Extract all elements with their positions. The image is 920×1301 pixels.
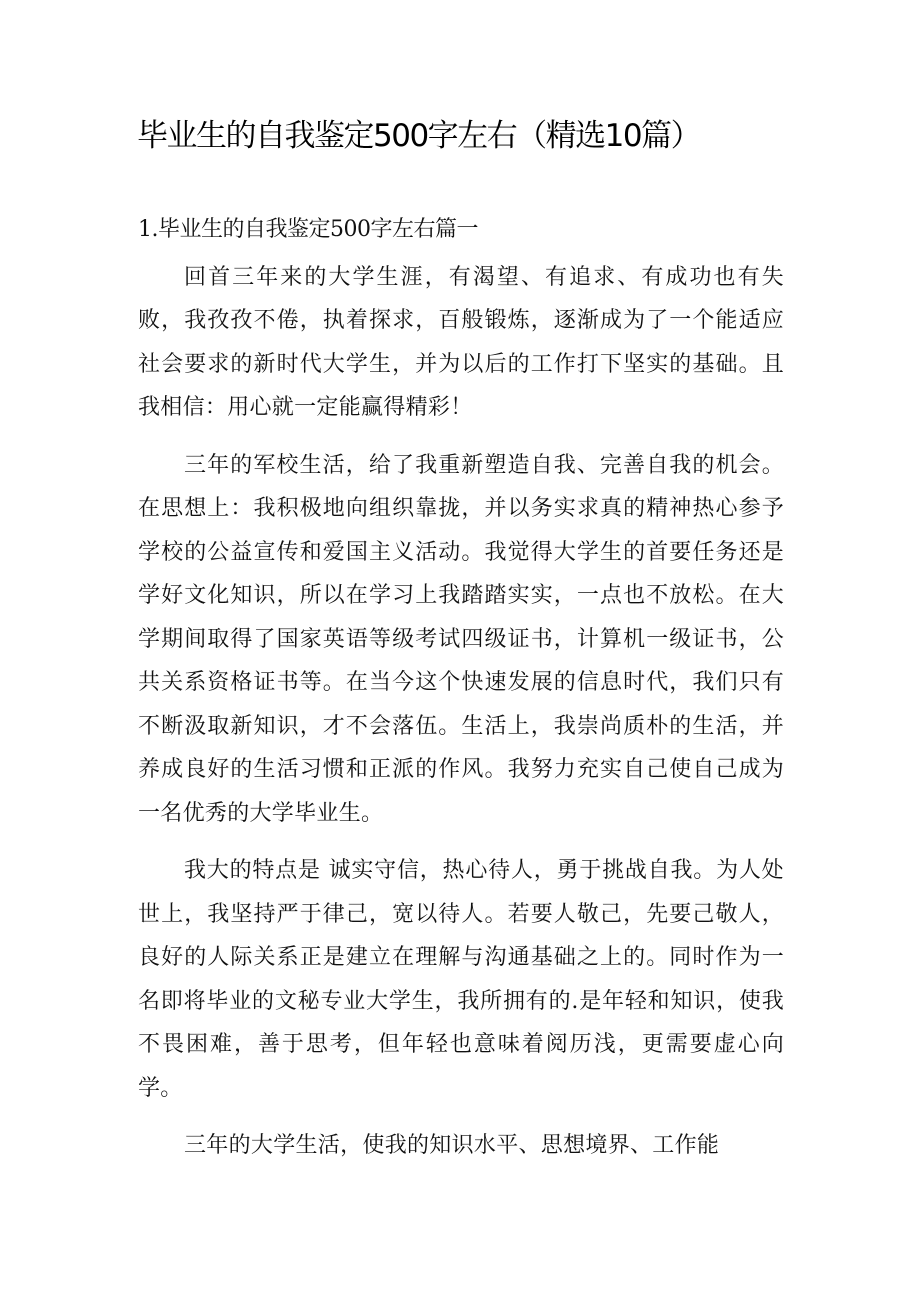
section-heading: 1.毕业生的自我鉴定500字左右篇一: [138, 217, 478, 242]
paragraph-2: 三年的军校生活，给了我重新塑造自我、完善自我的机会。在思想上：我积极地向组织靠拢，并以务实求真的精神热心参予学校的公益宣传和爱国主义活动。我觉得大学生的首要任务还是学好文化知识，所以在学习上我踏踏实实，一点也不放松。在大学期间取得了国家英语等级考试四级证书，计算机一级证书，公共关系资格证书等。在当今这个快速发展的信息时代，我们只有不断汲取新知识，才不会落伍。生活上，我崇尚质朴的生活，并养成良好的生活习惯和正派的作风。我努力充实自己使自己成为一名优秀的大学毕业生。: [138, 452, 784, 826]
document-title: 毕业生的自我鉴定500字左右（精选10篇）: [137, 118, 701, 154]
document-body: [138, 208, 784, 1182]
paragraph-1: 回首三年来的大学生涯，有渴望、有追求、有成功也有失败，我孜孜不倦，执着探求，百般锻炼，逐渐成为了一个能适应社会要求的新时代大学生，并为以后的工作打下坚实的基础。且我相信：用心就一定能赢得精彩！: [138, 264, 784, 420]
paragraph-4: 三年的大学生活，使我的知识水平、思想境界、工作能: [184, 1133, 720, 1158]
paragraph-3: 我大的特点是 诚实守信，热心待人，勇于挑战自我。为人处世上，我坚持严于律己，宽以待人。若要人敬己，先要己敬人，良好的人际关系正是建立在理解与沟通基础之上的。同时作为一名即将毕业的文秘专业大学生，我所拥有的.是年轻和知识，使我不畏困难，善于思考，但年轻也意味着阅历浅，更需要虚心向学。: [138, 858, 784, 1101]
